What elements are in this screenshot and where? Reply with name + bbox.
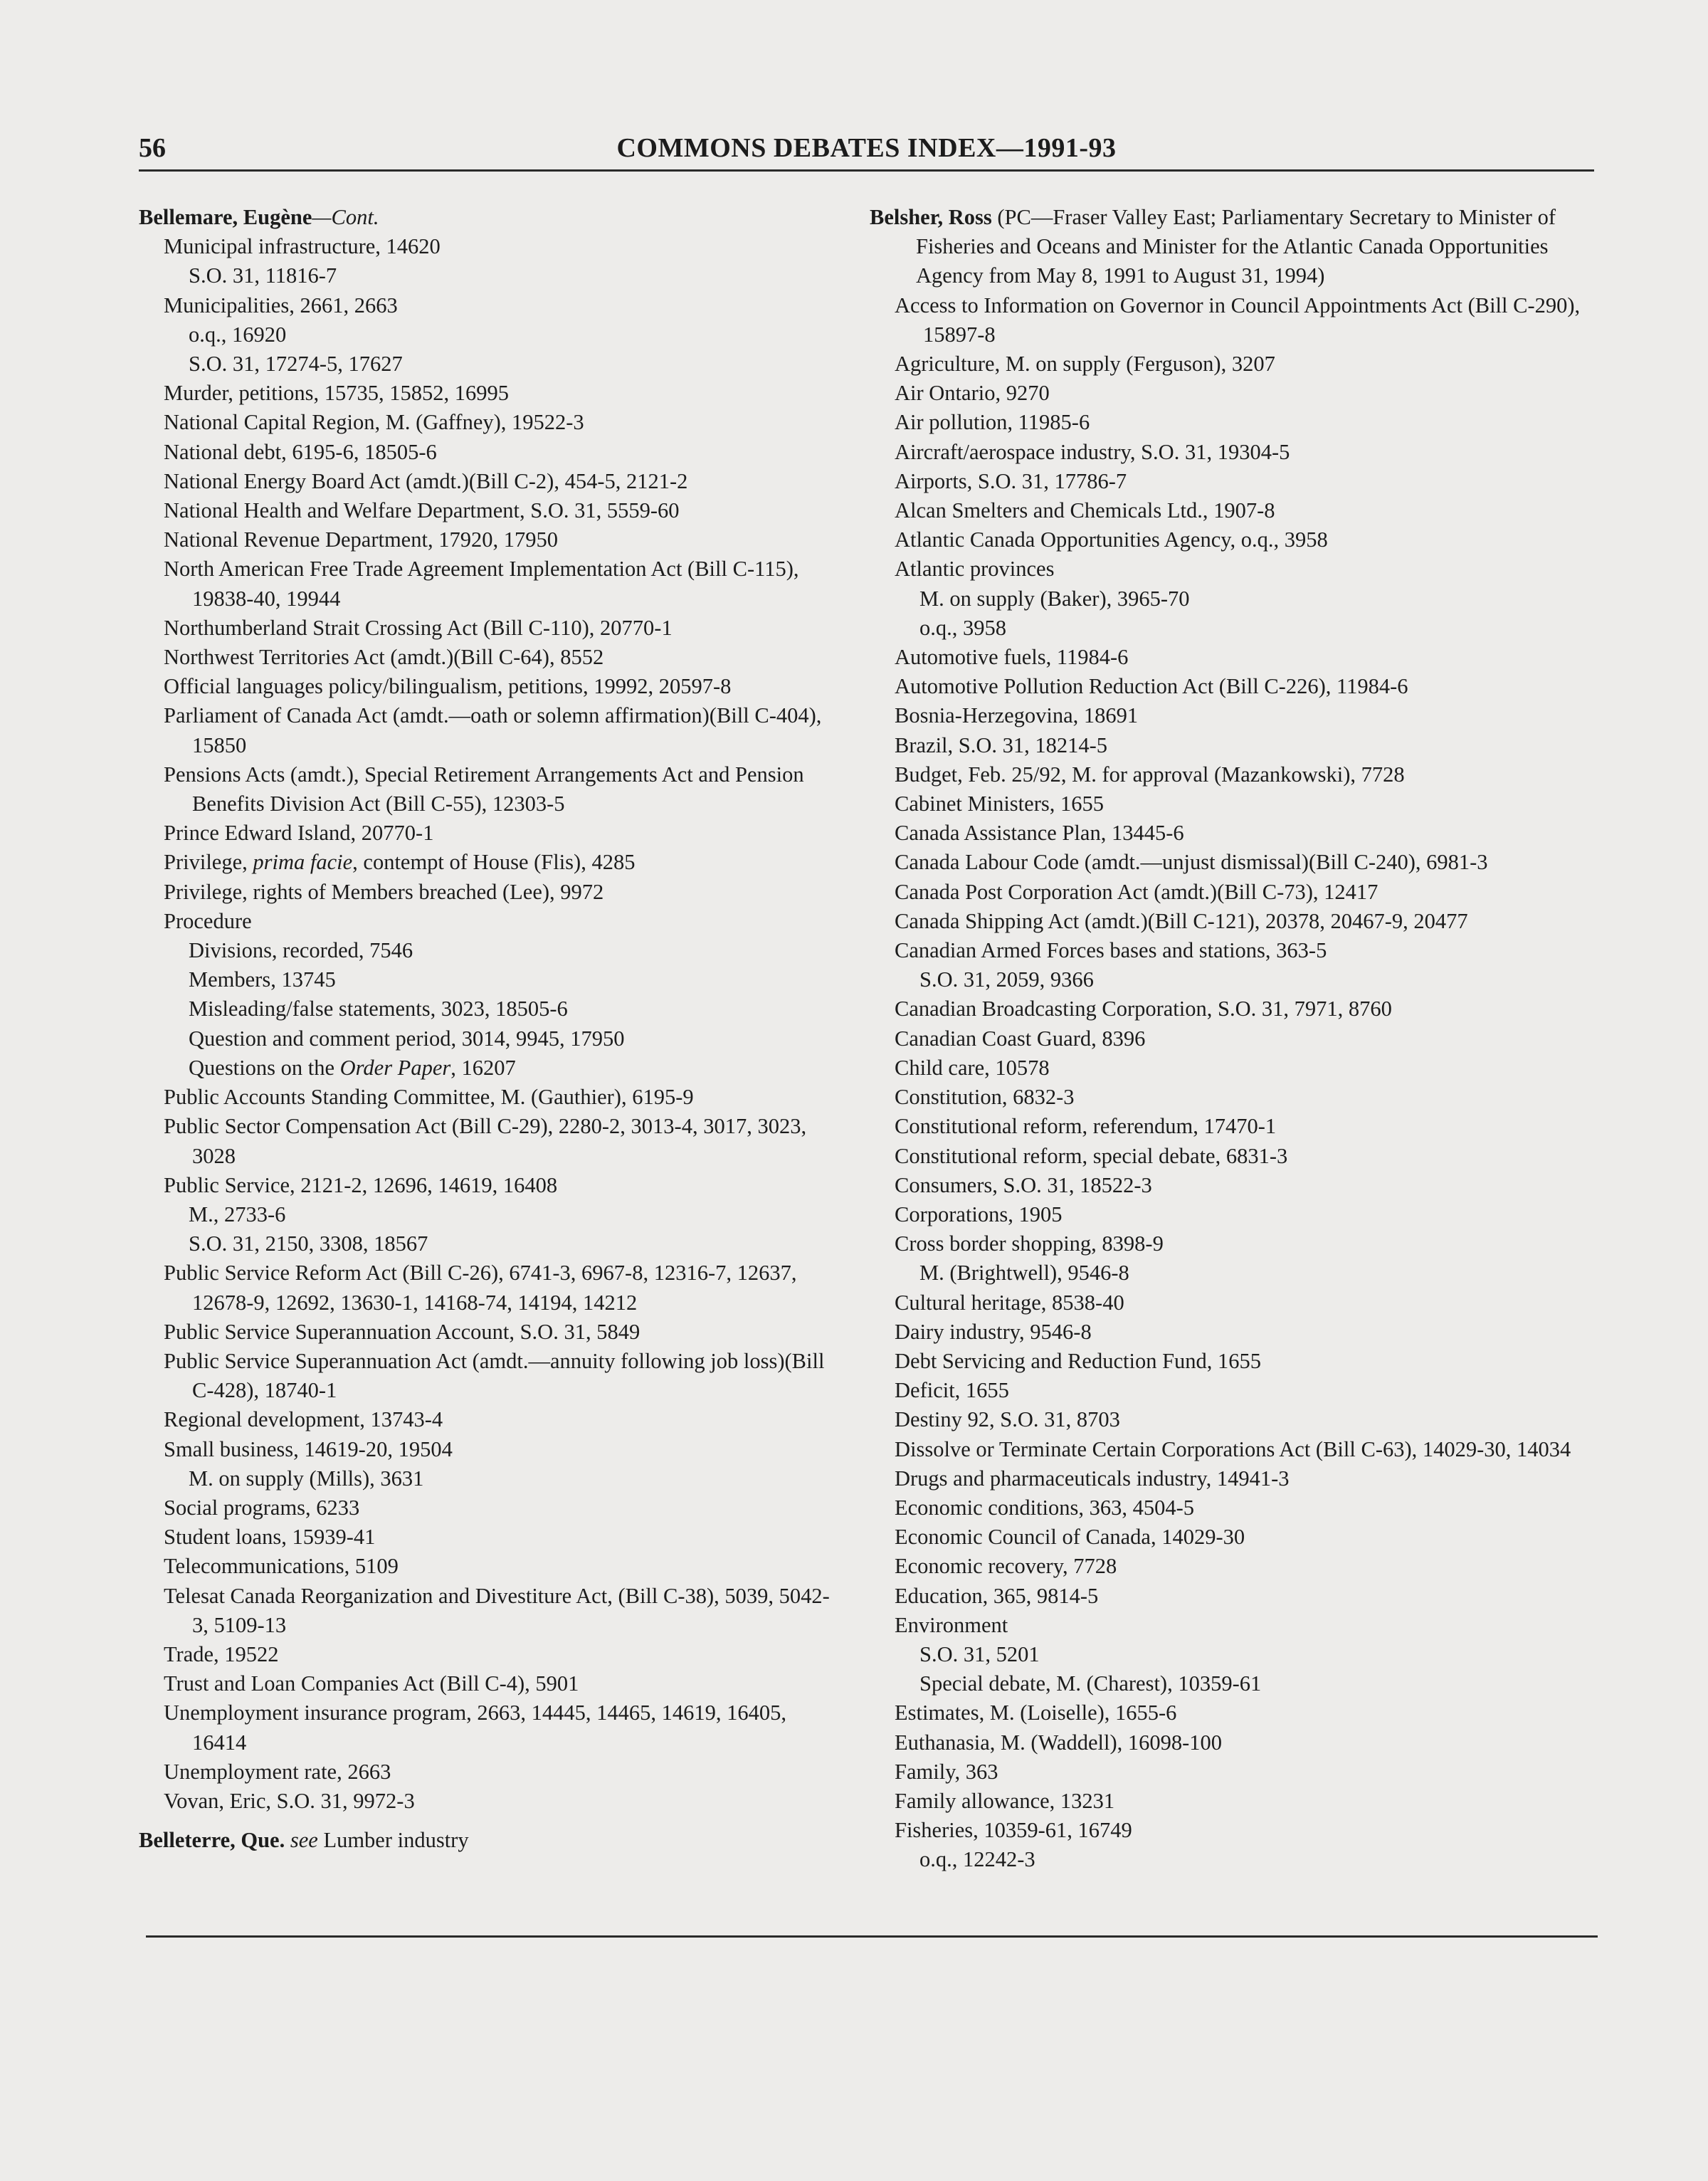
index-entry: Northwest Territories Act (amdt.)(Bill C-64), 8552 xyxy=(164,645,604,670)
index-entry: Air Ontario, 9270 xyxy=(895,381,1050,406)
index-heading-note: see xyxy=(285,1828,318,1853)
index-entry: Constitutional reform, special debate, 6831-3 xyxy=(895,1143,1288,1168)
index-column-right xyxy=(870,203,1592,1875)
index-subentry: Question and comment period, 3014, 9945, 17950 xyxy=(189,1026,625,1051)
index-subentry: M. on supply (Mills), 3631 xyxy=(189,1466,424,1491)
index-entry: Trust and Loan Companies Act (Bill C-4), 5901 xyxy=(164,1671,579,1696)
index-entry: Economic recovery, 7728 xyxy=(895,1554,1117,1579)
index-subentry: M. (Brightwell), 9546-8 xyxy=(919,1261,1129,1286)
index-subentry: M., 2733-6 xyxy=(189,1202,286,1226)
index-entry: Atlantic provinces xyxy=(895,557,1055,582)
page-number: 56 xyxy=(139,133,166,163)
index-subentry: S.O. 31, 2150, 3308, 18567 xyxy=(189,1231,428,1256)
index-entry: North American Free Trade Agreement Implementation Act (Bill C-115), 19838-40, 19944 xyxy=(164,557,799,611)
index-entry: Economic Council of Canada, 14029-30 xyxy=(895,1525,1245,1550)
index-entry: Public Service Superannuation Act (amdt.—annuity following job loss)(Bill C-428), 18740-1 xyxy=(164,1348,825,1403)
index-entry: National Energy Board Act (amdt.)(Bill C-2), 454-5, 2121-2 xyxy=(164,468,688,493)
index-heading-detail: Lumber industry xyxy=(317,1828,469,1853)
index-subentry: Special debate, M. (Charest), 10359-61 xyxy=(919,1671,1262,1696)
index-subentry: S.O. 31, 17274-5, 17627 xyxy=(189,352,403,377)
index-entry: Budget, Feb. 25/92, M. for approval (Mazankowski), 7728 xyxy=(895,762,1405,787)
index-entry: Agriculture, M. on supply (Ferguson), 3207 xyxy=(895,352,1275,377)
index-entry: Euthanasia, M. (Waddell), 16098-100 xyxy=(895,1730,1223,1755)
index-entry: National Capital Region, M. (Gaffney), 19522-3 xyxy=(164,410,584,435)
index-entry: National Health and Welfare Department, S.O. 31, 5559-60 xyxy=(164,498,680,523)
index-entry: Access to Information on Governor in Council Appointments Act (Bill C-290), 15897-8 xyxy=(895,293,1581,347)
index-entry: Parliament of Canada Act (amdt.—oath or solemn affirmation)(Bill C-404), 15850 xyxy=(164,703,822,757)
index-subentry: M. on supply (Baker), 3965-70 xyxy=(919,586,1190,611)
footer-rule xyxy=(146,1935,1598,1938)
index-entry: National debt, 6195-6, 18505-6 xyxy=(164,439,437,464)
index-entry: Municipal infrastructure, 14620 xyxy=(164,234,441,259)
index-entry: Official languages policy/bilingualism, petitions, 19992, 20597-8 xyxy=(164,674,732,699)
index-entry: Northumberland Strait Crossing Act (Bill C-110), 20770-1 xyxy=(164,615,673,640)
index-entry: Atlantic Canada Opportunities Agency, o.q., 3958 xyxy=(895,527,1328,552)
index-entry: Environment xyxy=(895,1612,1008,1637)
index-heading-name: Belsher, Ross xyxy=(870,205,992,229)
index-entry: Small business, 14619-20, 19504 xyxy=(164,1436,453,1461)
index-entry: Cross border shopping, 8398-9 xyxy=(895,1231,1164,1256)
index-entry: Alcan Smelters and Chemicals Ltd., 1907-8 xyxy=(895,498,1275,523)
index-heading xyxy=(139,1826,840,1855)
index-entry: Deficit, 1655 xyxy=(895,1378,1009,1403)
index-entry: Public Service Superannuation Account, S.O. 31, 5849 xyxy=(164,1319,640,1344)
index-entry: Child care, 10578 xyxy=(895,1055,1050,1080)
running-title: COMMONS DEBATES INDEX—1991-93 xyxy=(616,133,1117,163)
index-entry: Fisheries, 10359-61, 16749 xyxy=(895,1818,1132,1843)
index-heading xyxy=(870,203,1592,291)
index-entry: Constitution, 6832-3 xyxy=(895,1085,1075,1110)
index-entry: Unemployment rate, 2663 xyxy=(164,1759,391,1784)
index-entry: Education, 365, 9814-5 xyxy=(895,1583,1099,1608)
index-entry: Economic conditions, 363, 4504-5 xyxy=(895,1495,1195,1520)
index-entry: Municipalities, 2661, 2663 xyxy=(164,293,398,317)
index-entry: Air pollution, 11985-6 xyxy=(895,410,1090,435)
index-entry: Drugs and pharmaceuticals industry, 14941-3 xyxy=(895,1466,1290,1491)
index-entry: Canadian Broadcasting Corporation, S.O. 31, 7971, 8760 xyxy=(895,997,1392,1021)
index-entry: Bosnia-Herzegovina, 18691 xyxy=(895,703,1139,728)
page-header xyxy=(139,127,1594,172)
index-entry: Public Sector Compensation Act (Bill C-29), 2280-2, 3013-4, 3017, 3023, 3028 xyxy=(164,1114,807,1168)
index-entry: Pensions Acts (amdt.), Special Retirement Arrangements Act and Pension Benefits Division Act (Bill C-55), 12303-5 xyxy=(164,762,804,816)
index-entry: Airports, S.O. 31, 17786-7 xyxy=(895,468,1127,493)
index-entry: Telesat Canada Reorganization and Divestiture Act, (Bill C-38), 5039, 5042-3, 5109-13 xyxy=(164,1583,830,1637)
index-entry: Vovan, Eric, S.O. 31, 9972-3 xyxy=(164,1788,415,1813)
index-heading xyxy=(139,203,840,232)
index-entry: Student loans, 15939-41 xyxy=(164,1525,376,1550)
index-entry: National Revenue Department, 17920, 17950 xyxy=(164,527,558,552)
index-entry: Canadian Coast Guard, 8396 xyxy=(895,1026,1146,1051)
index-entry: Public Accounts Standing Committee, M. (Gauthier), 6195-9 xyxy=(164,1085,694,1110)
index-column-left xyxy=(139,203,840,1855)
index-entry: Unemployment insurance program, 2663, 14445, 14465, 14619, 16405, 16414 xyxy=(164,1701,787,1755)
index-entry: Public Service, 2121-2, 12696, 14619, 16408 xyxy=(164,1172,558,1197)
index-entry: Canada Post Corporation Act (amdt.)(Bill C-73), 12417 xyxy=(895,879,1378,904)
index-entry: Canada Labour Code (amdt.—unjust dismissal)(Bill C-240), 6981-3 xyxy=(895,850,1488,875)
index-entry: Murder, petitions, 15735, 15852, 16995 xyxy=(164,381,510,406)
index-subentry: o.q., 12242-3 xyxy=(919,1847,1035,1872)
index-entry: Public Service Reform Act (Bill C-26), 6741-3, 6967-8, 12316-7, 12637, 12678-9, 12692, 13630-1, 14168-74, 14194, 14212 xyxy=(164,1261,797,1315)
index-subentry: S.O. 31, 2059, 9366 xyxy=(919,967,1094,992)
index-entry: Destiny 92, S.O. 31, 8703 xyxy=(895,1407,1120,1432)
index-entry: Estimates, M. (Loiselle), 1655-6 xyxy=(895,1701,1177,1725)
index-subentry: o.q., 16920 xyxy=(189,322,287,347)
index-subentry: Divisions, recorded, 7546 xyxy=(189,938,413,963)
index-heading-note: —Cont. xyxy=(312,205,379,229)
index-entry: Telecommunications, 5109 xyxy=(164,1554,399,1579)
index-entry: Regional development, 13743-4 xyxy=(164,1407,443,1432)
index-entry: Constitutional reform, referendum, 17470-1 xyxy=(895,1114,1277,1139)
index-entry: Privilege, rights of Members breached (Lee), 9972 xyxy=(164,879,604,904)
index-subentry: o.q., 3958 xyxy=(919,615,1006,640)
index-entry: Privilege, prima facie, contempt of House (Flis), 4285 xyxy=(164,850,636,875)
index-entry: Dairy industry, 9546-8 xyxy=(895,1319,1092,1344)
index-entry: Brazil, S.O. 31, 18214-5 xyxy=(895,732,1108,757)
index-entry: Canada Assistance Plan, 13445-6 xyxy=(895,821,1184,846)
index-entry: Canada Shipping Act (amdt.)(Bill C-121), 20378, 20467-9, 20477 xyxy=(895,908,1468,933)
index-entry: Family allowance, 13231 xyxy=(895,1788,1115,1813)
index-subentry: Misleading/false statements, 3023, 18505-6 xyxy=(189,997,568,1021)
index-entry: Cabinet Ministers, 1655 xyxy=(895,792,1104,816)
index-entry: Consumers, S.O. 31, 18522-3 xyxy=(895,1172,1152,1197)
index-heading-name: Belleterre, Que. xyxy=(139,1828,285,1853)
index-entry: Automotive Pollution Reduction Act (Bill C-226), 11984-6 xyxy=(895,674,1408,699)
index-heading-name: Bellemare, Eugène xyxy=(139,205,312,229)
index-entry: Aircraft/aerospace industry, S.O. 31, 19304-5 xyxy=(895,439,1290,464)
index-entry: Prince Edward Island, 20770-1 xyxy=(164,821,434,846)
index-entry: Social programs, 6233 xyxy=(164,1495,360,1520)
index-entry: Dissolve or Terminate Certain Corporations Act (Bill C-63), 14029-30, 14034 xyxy=(895,1436,1571,1461)
index-heading-detail: (PC—Fraser Valley East; Parliamentary Secretary to Minister of Fisheries and Oceans and Minister for the Atlantic Canada Opportunities Agency from May 8, 1991 to August 31, 1994) xyxy=(916,205,1556,288)
index-entry: Trade, 19522 xyxy=(164,1641,279,1666)
index-subentry: Members, 13745 xyxy=(189,967,336,992)
index-entry: Corporations, 1905 xyxy=(895,1202,1063,1226)
index-entry: Cultural heritage, 8538-40 xyxy=(895,1290,1124,1315)
index-entry: Automotive fuels, 11984-6 xyxy=(895,645,1129,670)
index-entry: Family, 363 xyxy=(895,1759,998,1784)
index-entry: Canadian Armed Forces bases and stations, 363-5 xyxy=(895,938,1327,963)
index-subentry: S.O. 31, 5201 xyxy=(919,1641,1040,1666)
index-subentry: S.O. 31, 11816-7 xyxy=(189,263,337,288)
index-entry: Debt Servicing and Reduction Fund, 1655 xyxy=(895,1348,1262,1373)
index-subentry: Questions on the Order Paper, 16207 xyxy=(189,1055,516,1080)
index-entry: Procedure xyxy=(164,908,252,933)
